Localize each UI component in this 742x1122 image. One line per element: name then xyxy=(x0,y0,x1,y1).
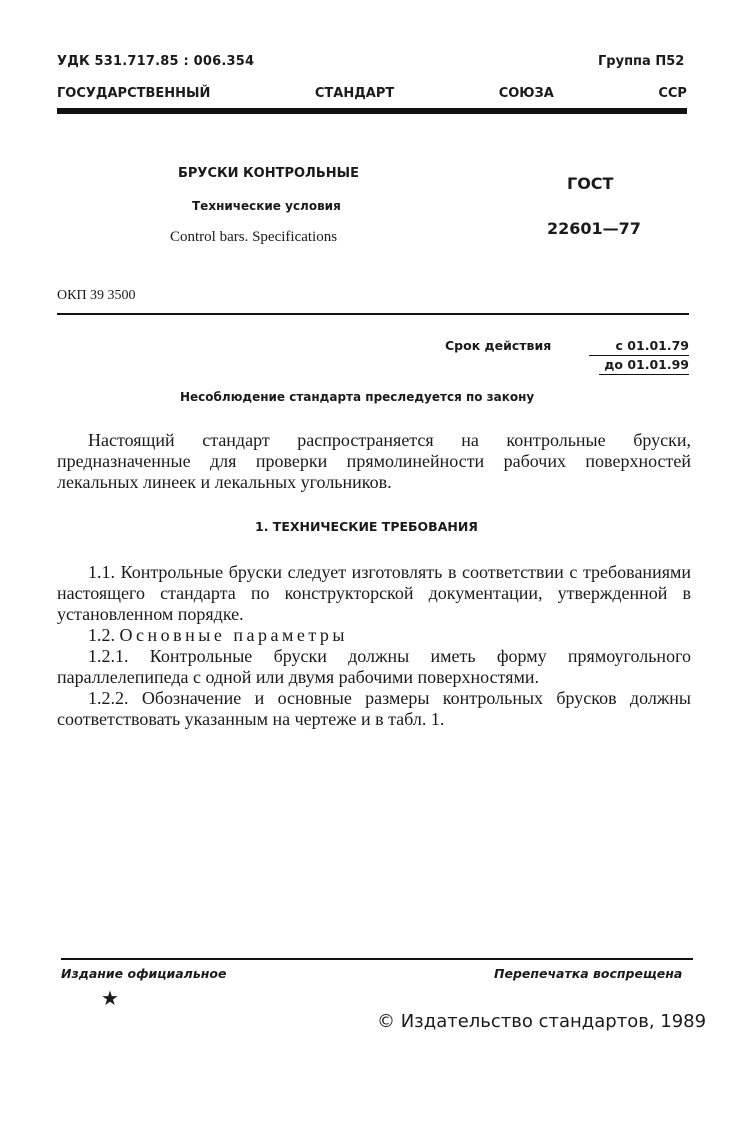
banner-word: СТАНДАРТ xyxy=(314,86,395,101)
star-icon: ★ xyxy=(101,988,119,1010)
banner-word: СОЮЗА xyxy=(498,86,554,101)
law-notice: Несоблюдение стандарта преследуется по закону xyxy=(180,390,535,404)
validity-to: до 01.01.99 xyxy=(599,356,689,375)
section-divider xyxy=(57,313,689,315)
reprint-prohibited-label: Перепечатка воспрещена xyxy=(494,966,683,981)
document-title-english: Control bars. Specifications xyxy=(170,229,338,245)
paragraph-spaced-title: Основные параметры xyxy=(119,625,349,645)
gost-number: 22601—77 xyxy=(547,219,641,238)
section-heading: 1. ТЕХНИЧЕСКИЕ ТРЕБОВАНИЯ xyxy=(255,519,478,534)
banner-word: ССР xyxy=(658,86,687,101)
udk-code: УДК 531.717.85 : 006.354 xyxy=(57,54,255,69)
banner-word: ГОСУДАРСТВЕННЫЙ xyxy=(57,86,211,101)
state-standard-banner xyxy=(57,86,687,101)
intro-paragraph: Настоящий стандарт распространяется на контрольные бруски, предназначенные для проверки прямолинейности рабочих поверхностей лекальных линеек и лекальных угольников. xyxy=(57,430,691,492)
section-body xyxy=(57,562,691,730)
gost-label: ГОСТ xyxy=(567,174,614,193)
document-title: БРУСКИ КОНТРОЛЬНЫЕ xyxy=(178,166,359,181)
okp-code: ОКП 39 3500 xyxy=(57,288,136,303)
validity-label: Срок действия xyxy=(445,338,552,353)
footer-divider xyxy=(61,958,693,960)
validity-dates xyxy=(589,337,689,375)
paragraph-number: 1.2. xyxy=(88,625,115,645)
document-subtitle: Технические условия xyxy=(192,199,341,213)
paragraph-1-2-1: 1.2.1. Контрольные бруски должны иметь форму прямоугольного параллелепипеда с одной или двумя рабочими поверхностями. xyxy=(57,646,691,687)
copyright-notice: © Издательство стандартов, 1989 xyxy=(377,1011,707,1032)
paragraph-1-1: 1.1. Контрольные бруски следует изготовлять в соответствии с требованиями настоящего стандарта по конструкторской документации, утвержденной в установленном порядке. xyxy=(57,562,691,624)
group-code: Группа П52 xyxy=(598,54,685,69)
validity-from: с 01.01.79 xyxy=(589,337,689,356)
header-divider xyxy=(57,108,687,114)
paragraph-1-2 xyxy=(57,625,691,646)
official-edition-label: Издание официальное xyxy=(61,966,227,981)
paragraph-1-2-2: 1.2.2. Обозначение и основные размеры контрольных брусков должны соответствовать указанным на чертеже и в табл. 1. xyxy=(57,688,691,729)
